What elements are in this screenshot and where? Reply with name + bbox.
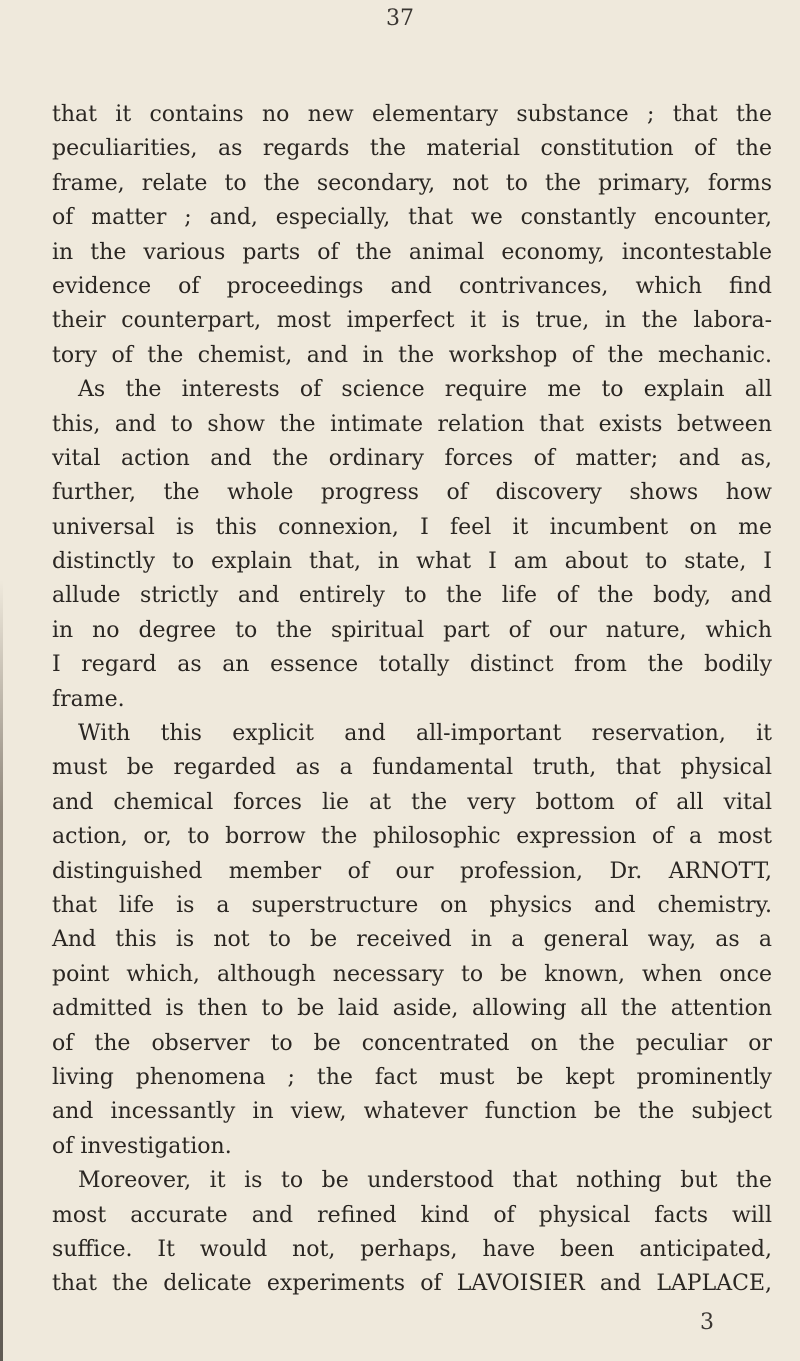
text-line: frame, relate to the secondary, not to the primary, forms (52, 170, 772, 196)
text-line: of investigation. (52, 1133, 232, 1159)
text-line: of matter ; and, especially, that we constantly encounter, (52, 205, 772, 231)
text-line: evidence of proceedings and contrivances, which find (52, 273, 772, 299)
text-line: And this is not to be received in a general way, as a (52, 927, 772, 953)
text-line: vital action and the ordinary forces of matter; and as, (52, 445, 772, 471)
text-line: I regard as an essence totally distinct from the bodily (52, 652, 772, 678)
text-line: and chemical forces lie at the very bottom of all vital (52, 789, 772, 815)
text-line: this, and to show the intimate relation that exists between (52, 411, 772, 437)
page-edge-shadow (0, 580, 3, 1361)
text-line: action, or, to borrow the philosophic expression of a most (52, 824, 772, 850)
text-line: must be regarded as a fundamental truth, that physical (52, 755, 772, 781)
text-line: frame. (52, 686, 125, 712)
text-line: allude strictly and entirely to the life of the body, and (52, 583, 772, 609)
text-line: of the observer to be concentrated on the peculiar or (52, 1030, 772, 1056)
text-line: distinguished member of our profession, Dr. ARNOTT, (52, 858, 772, 884)
text-line: As the interests of science require me to explain all (78, 377, 772, 403)
text-line: in the various parts of the animal economy, incontestable (52, 239, 772, 265)
signature-mark: 3 (700, 1310, 714, 1335)
text-line: that life is a superstructure on physics and chemistry. (52, 892, 772, 918)
body-text (52, 98, 772, 1302)
text-line: Moreover, it is to be understood that nothing but the (78, 1168, 772, 1194)
text-line: further, the whole progress of discovery shows how (52, 480, 772, 506)
text-line: that it contains no new elementary substance ; that the (52, 102, 772, 127)
page-number: 37 (386, 6, 414, 31)
text-line: universal is this connexion, I feel it incumbent on me (52, 514, 772, 540)
text-line: and incessantly in view, whatever function be the subject (52, 1099, 772, 1125)
text-line: that the delicate experiments of LAVOISIER and LAPLACE, (52, 1271, 772, 1297)
text-line: With this explicit and all-important reservation, it (78, 721, 772, 747)
text-line: peculiarities, as regards the material constitution of the (52, 136, 772, 162)
text-line: most accurate and refined kind of physical facts will (52, 1202, 772, 1228)
text-line: admitted is then to be laid aside, allowing all the attention (52, 996, 772, 1022)
text-line: their counterpart, most imperfect it is true, in the labora- (52, 308, 772, 334)
text-line: distinctly to explain that, in what I am about to state, I (52, 549, 772, 575)
text-line: point which, although necessary to be known, when once (52, 961, 772, 987)
text-line: suffice. It would not, perhaps, have been anticipated, (52, 1236, 772, 1262)
text-line: tory of the chemist, and in the workshop of the mechanic. (52, 342, 772, 368)
text-line: in no degree to the spiritual part of our nature, which (52, 617, 772, 643)
text-line: living phenomena ; the fact must be kept prominently (52, 1064, 772, 1090)
